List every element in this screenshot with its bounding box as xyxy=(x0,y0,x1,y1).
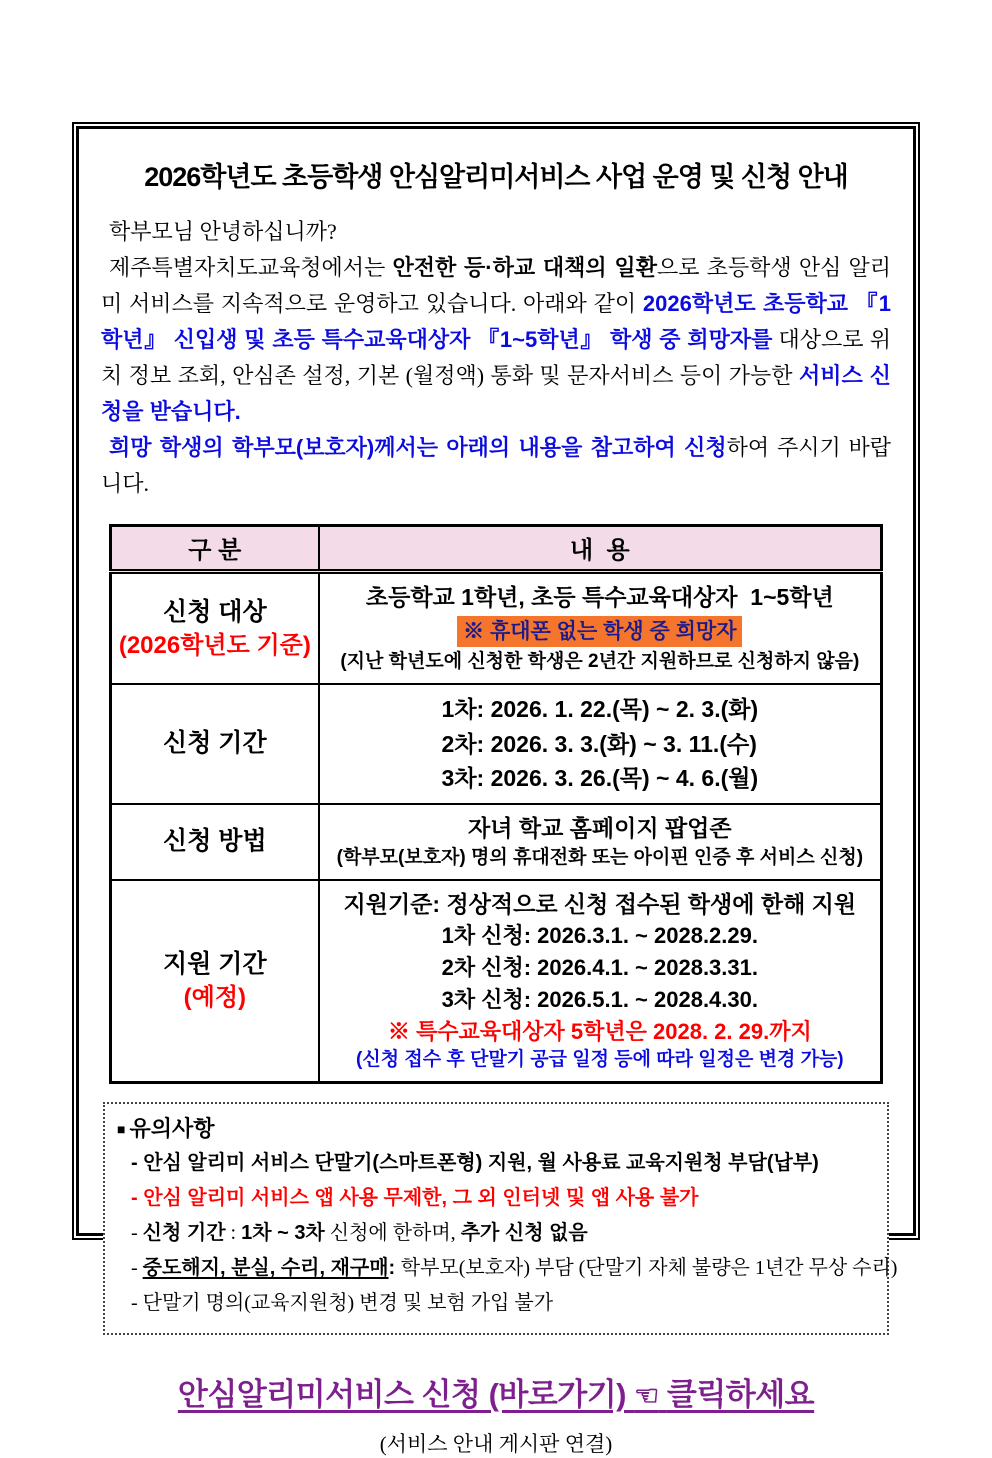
row-label-sub: (2026학년도 기준) xyxy=(118,632,311,659)
apply-link[interactable] xyxy=(95,1369,897,1414)
cell-line-red-note: ※ 특수교육대상자 5학년은 2028. 2. 29.까지 xyxy=(387,1018,812,1044)
cell-line: 2차: 2026. 3. 3.(화) ~ 3. 11.(수) xyxy=(441,730,757,757)
table-row-target xyxy=(111,572,882,685)
intro-paragraph-2: 희망 학생의 학부모(보호자)께서는 아래의 내용을 참고하여 신청하여 주시기 바랍니다. xyxy=(101,435,891,496)
cell-line: 자녀 학교 홈페이지 팝업존 xyxy=(468,814,732,841)
apply-link-label[interactable]: 안심알리미서비스 신청 (바로가기) xyxy=(177,1377,627,1413)
table-header-row xyxy=(111,526,882,572)
row-label: 신청 기간 xyxy=(163,729,267,758)
link-caption: (서비스 안내 게시판 연결) xyxy=(379,1432,613,1457)
cell-line: 초등학교 1학년, 초등 특수교육대상자 1~5학년 xyxy=(365,584,834,610)
notes-box xyxy=(103,1102,898,1335)
notes-title: ■ 유의사항 xyxy=(117,1116,215,1142)
cell-line: 지원기준: 정상적으로 신청 접수된 학생에 한해 지원 xyxy=(343,890,857,917)
highlighted-note: ※ 휴대폰 없는 학생 중 희망자 xyxy=(457,616,742,648)
info-table xyxy=(109,524,883,1084)
cell-line: (지난 학년도에 신청한 학생은 2년간 지원하므로 신청하지 않음) xyxy=(340,651,860,673)
table-row-period xyxy=(111,684,882,804)
cell-line: 1차: 2026. 1. 22.(목) ~ 2. 3.(화) xyxy=(441,696,759,723)
col-header-content: 내 용 xyxy=(319,526,882,572)
document-frame xyxy=(72,122,920,1457)
row-label: 신청 대상 xyxy=(163,598,267,627)
document-frame-inner xyxy=(76,126,916,1457)
row-label-sub: (예정) xyxy=(183,984,246,1012)
page-title: 2026학년도 초등학생 안심알리미서비스 사업 운영 및 신청 안내 xyxy=(144,162,848,192)
cell-line: (학부모(보호자) 명의 휴대전화 또는 아이핀 인증 후 서비스 신청) xyxy=(336,846,864,868)
row-label: 지원 기간 xyxy=(163,950,267,979)
square-bullet-icon: ■ xyxy=(117,1121,126,1138)
note-item: - 중도해지, 분실, 수리, 재구매: 학부모(보호자) 부담 (단말기 자체 불량은 1년간 무상 수리) xyxy=(131,1257,898,1280)
note-item: - 안심 알리미 서비스 단말기(스마트폰형) 지원, 월 사용료 교육지원청 부담(납부) xyxy=(131,1152,819,1175)
note-item: - 신청 기간 : 1차 ~ 3차 신청에 한하며, 추가 신청 없음 xyxy=(131,1222,588,1245)
intro-paragraph: 제주특별자치도교육청에서는 안전한 등·하교 대책의 일환으로 초등학생 안심 알리미 서비스를 지속적으로 운영하고 있습니다. 아래와 같이 2026학년도 초등학교 『1학년』 신입생 및 초등 특수교육대상자 『1~5학년』 학생 중 희망자를 대상으로 위치 정보 조회, 안심존 설정, 기본 (월정액) 통화 및 문자서비스 등이 가능한 서비스 신청을 받습니다. xyxy=(101,255,892,424)
note-item: - 안심 알리미 서비스 앱 사용 무제한, 그 외 인터넷 및 앱 사용 불가 xyxy=(131,1187,699,1210)
row-label: 신청 방법 xyxy=(163,826,267,855)
cell-line: 1차 신청: 2026.3.1. ~ 2028.2.29. xyxy=(441,923,758,949)
apply-link-click-label[interactable]: 클릭하세요 xyxy=(666,1377,815,1413)
cell-line: 2차 신청: 2026.4.1. ~ 2028.3.31. xyxy=(441,955,758,981)
pointing-hand-icon: ☜ xyxy=(634,1380,659,1412)
table-row-support xyxy=(111,880,882,1083)
greeting-line: 학부모님 안녕하십니까? xyxy=(109,219,337,244)
cell-line: 3차 신청: 2026.5.1. ~ 2028.4.30. xyxy=(441,987,758,1012)
cell-line: 3차: 2026. 3. 26.(목) ~ 4. 6.(월) xyxy=(441,765,759,792)
note-item: - 단말기 명의(교육지원청) 변경 및 보험 가입 불가 xyxy=(131,1292,554,1315)
table-row-method xyxy=(111,804,882,880)
cell-line-blue-note: (신청 접수 후 단말기 공급 일정 등에 따라 일정은 변경 가능) xyxy=(356,1049,844,1071)
col-header-category: 구 분 xyxy=(111,526,319,572)
